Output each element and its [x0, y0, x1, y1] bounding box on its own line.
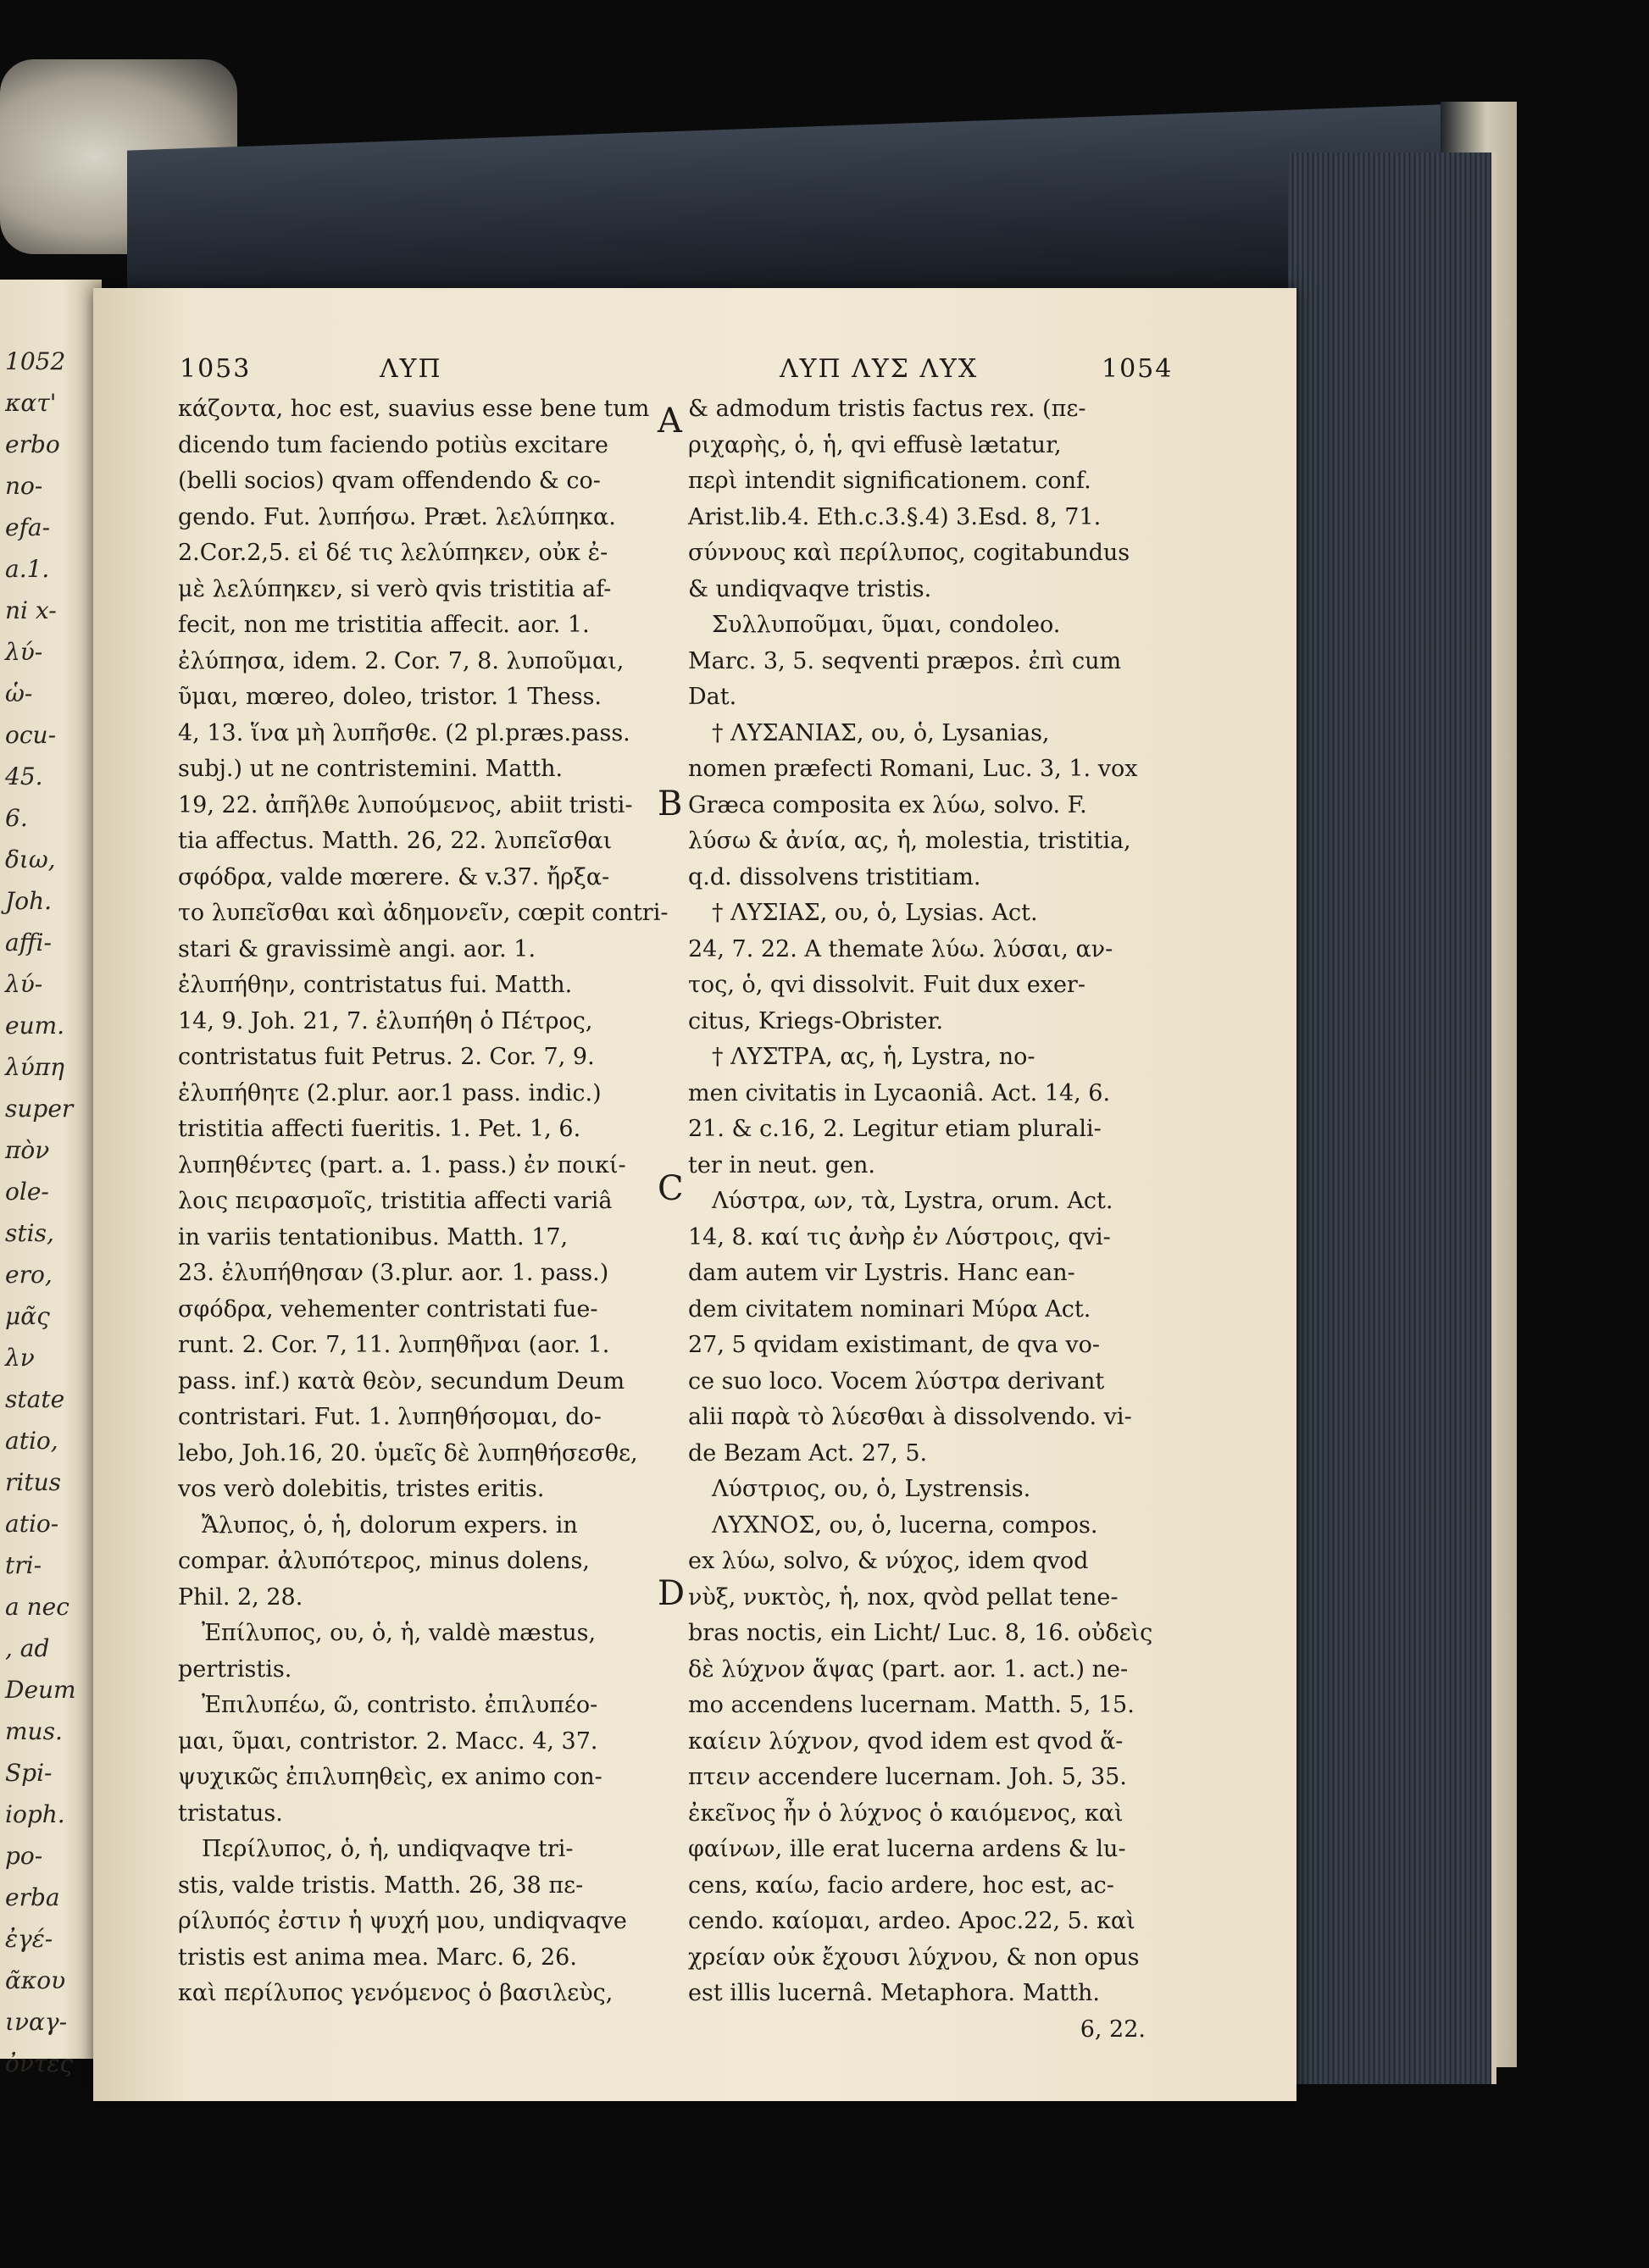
left-page-fragment-line: λν [5, 1344, 35, 1372]
text-line: ter in neut. gen. [688, 1151, 875, 1178]
margin-letter-c: C [658, 1169, 684, 1208]
text-line: χρείαν οὐκ ἔχουσι λύχνου, & non opus [688, 1944, 1140, 1971]
text-line: mo accendens lucernam. Matth. 5, 15. [688, 1692, 1135, 1718]
text-line: (belli socios) qvam offendendo & co- [178, 468, 601, 494]
entry-headword-line: † ΛΥΣΑΝΙΑΣ, ου, ὁ, Lysanias, [712, 719, 1050, 746]
text-line: dam autem vir Lystris. Hanc ean- [688, 1260, 1075, 1286]
left-page-fragment-line: ritus [5, 1468, 61, 1496]
catchword-line: 6, 22. [1080, 2016, 1146, 2043]
entry-headword-line: Συλλυποῦμαι, ῦμαι, condoleo. [712, 612, 1061, 638]
entry-headword-line: Ἐπιλυπέω, ῶ, contristo. ἐπιλυπέο- [202, 1692, 598, 1718]
left-page-fragment-line: state [5, 1385, 65, 1413]
text-line: πτειν accendere lucernam. Joh. 5, 35. [688, 1764, 1127, 1790]
text-line: Marc. 3, 5. seqventi præpos. ἐπὶ cum [688, 647, 1122, 674]
text-line: το λυπεῖσθαι καὶ ἀδημονεῖν, cœpit contri- [178, 900, 669, 926]
text-line: ce suo loco. Vocem λύστρα derivant [688, 1367, 1105, 1395]
left-page-fragment-line: Spi- [5, 1759, 53, 1787]
text-line: bras noctis, ein Licht/ Luc. 8, 16. οὐδεὶς [688, 1620, 1153, 1646]
left-page-fragment-line: διω, [5, 846, 56, 873]
entry-headword-line: † ΛΥΣΤΡΑ, ας, ἡ, Lystra, no- [712, 1044, 1035, 1070]
text-line: ῦμαι, mœreo, doleo, tristor. 1 Thess. [178, 684, 602, 710]
text-line: 14, 8. καί τις ἀνὴρ ἐν Λύστροις, qvi- [688, 1223, 1111, 1250]
left-page-fragment-line: λύ- [5, 970, 43, 998]
left-page-fragment-line: erba [5, 1883, 60, 1911]
text-line: tia affectus. Matth. 26, 22. λυπεῖσθαι [178, 828, 613, 854]
text-line: 2.Cor.2,5. εἰ δέ τις λελύπηκεν, οὐκ ἐ- [178, 540, 608, 566]
entry-headword-line: Ἄλυπος, ὁ, ἡ, dolorum expers. in [202, 1511, 578, 1539]
text-line: tristatus. [178, 1799, 283, 1827]
text-line: lebo, Joh.16, 20. ὑμεῖς δὲ λυπηθήσεσθε, [178, 1439, 638, 1467]
text-line: Phil. 2, 28. [178, 1583, 303, 1611]
left-page-fragment-line: ὀντες [5, 2049, 74, 2077]
text-line: cendo. καίομαι, ardeo. Apoc.22, 5. καὶ [688, 1908, 1135, 1934]
left-page-fragment-line: ocu- [5, 721, 57, 749]
left-page-fragment-line: Joh. [5, 887, 53, 915]
text-line: runt. 2. Cor. 7, 11. λυπηθῆναι (aor. 1. [178, 1332, 610, 1358]
text-line: cens, καίω, facio ardere, hoc est, ac- [688, 1872, 1114, 1899]
text-line: nomen præfecti Romani, Luc. 3, 1. vox [688, 756, 1138, 782]
left-page-fragment-line: affi- [5, 929, 52, 957]
text-line: 27, 5 qvidam existimant, de qva vo- [688, 1332, 1100, 1358]
page-edges [1288, 152, 1496, 2084]
text-line: tristis est anima mea. Marc. 6, 26. [178, 1944, 577, 1971]
text-line: σφόδρα, vehementer contristati fue- [178, 1295, 598, 1323]
text-line: ἐλυπήθητε (2.plur. aor.1 pass. indic.) [178, 1079, 602, 1106]
text-line: φαίνων, ille erat lucerna ardens & lu- [688, 1836, 1126, 1862]
left-page-fragment-line: μᾶς [5, 1302, 50, 1330]
text-line: μὲ λελύπηκεν, si verò qvis tristitia af- [178, 575, 612, 602]
text-line: ἐκεῖνος ἦν ὁ λύχνος ὁ καιόμενος, καὶ [688, 1799, 1124, 1827]
text-line: q.d. dissolvens tristitiam. [688, 863, 981, 890]
left-page-fragment-line: efa- [5, 513, 51, 541]
entry-headword-line: Περίλυπος, ὁ, ἡ, undiqvaqve tri- [202, 1836, 574, 1862]
text-line: ἐλυπήθην, contristatus fui. Matth. [178, 972, 573, 998]
text-line: & undiqvaqve tristis. [688, 575, 932, 602]
left-page-fragment-line: ἐγέ- [5, 1925, 53, 1953]
text-line: νὺξ, νυκτὸς, ἡ, nox, qvòd pellat tene- [688, 1583, 1119, 1611]
text-line: σφόδρα, valde mœrere. & v.37. ἤρξα- [178, 863, 610, 890]
left-page-fragment-line: erbo [5, 430, 60, 458]
text-line: καίειν λύχνον, qvod idem est qvod ἅ- [688, 1727, 1124, 1755]
text-line: ψυχικῶς ἐπιλυπηθεὶς, ex animo con- [178, 1764, 602, 1790]
text-line: est illis lucernâ. Metaphora. Matth. [688, 1980, 1101, 2006]
text-line: καὶ περίλυπος γενόμενος ὁ βασιλεὺς, [178, 1980, 614, 2006]
text-line: subj.) ut ne contristemini. Matth. [178, 756, 564, 782]
left-page-fragment-line: no- [5, 472, 43, 500]
left-page-fragment-line: λύπη [5, 1053, 64, 1081]
left-page-fragment-line: 1052 [5, 347, 66, 375]
left-page-fragment-line: atio, [5, 1427, 58, 1455]
right-running-head: ΛΥΠ ΛΥΣ ΛΥΧ [780, 354, 979, 384]
left-page-fragment-line: κατ' [5, 389, 57, 417]
text-line: tristitia affecti fueritis. 1. Pet. 1, 6. [178, 1116, 581, 1142]
left-page-fragment-line: a.1. [5, 555, 50, 583]
left-page-fragment-line: λύ- [5, 638, 43, 666]
left-column [178, 391, 668, 2012]
left-page-fragment-line: ᾶκου [5, 1966, 66, 1994]
left-page-fragment-line: 45. [5, 762, 43, 790]
text-line: 21. & c.16, 2. Legitur etiam plurali- [688, 1116, 1102, 1142]
text-line: fecit, non me tristitia affecit. aor. 1. [178, 612, 590, 638]
left-page-fragment-line: a nec [5, 1593, 69, 1621]
text-line: contristatus fuit Petrus. 2. Cor. 7, 9. [178, 1044, 595, 1070]
text-line: περὶ intendit significationem. conf. [688, 468, 1091, 494]
left-page-fragment-line: atio- [5, 1510, 59, 1538]
text-line: Arist.lib.4. Eth.c.3.§.4) 3.Esd. 8, 71. [688, 503, 1102, 530]
right-page-number: 1054 [1102, 354, 1174, 384]
text-line: 19, 22. ἀπῆλθε λυπούμενος, abiit tristi- [178, 791, 633, 818]
left-page-fragment-line: ero, [5, 1261, 53, 1289]
left-page-fragment-line: mus. [5, 1717, 63, 1745]
text-line: in variis tentationibus. Matth. 17, [178, 1223, 569, 1250]
text-line: dem civitatem nominari Μύρα Act. [688, 1295, 1091, 1323]
text-line: ex λύω, solvo, & νύχος, idem qvod [688, 1548, 1089, 1574]
left-page-fragment-line: ὡ- [5, 679, 33, 707]
text-line: stari & gravissimè angi. aor. 1. [178, 935, 536, 962]
left-page-fragment-line: eum. [5, 1012, 65, 1040]
text-line: τος, ὁ, qvi dissolvit. Fuit dux exer- [688, 972, 1085, 998]
left-running-head: ΛΥΠ [380, 354, 442, 384]
margin-letter-d: D [658, 1574, 686, 1613]
left-page-number: 1053 [180, 354, 252, 384]
left-page-fragment-line: ιναγ- [5, 2008, 68, 2036]
text-line: λοις πειρασμοῖς, tristitia affecti variâ [178, 1188, 613, 1214]
text-line: & admodum tristis factus rex. (πε- [688, 396, 1086, 422]
text-line: vos verò dolebitis, tristes eritis. [178, 1476, 545, 1502]
text-line: Dat. [688, 684, 737, 710]
entry-headword-line: Λύστρα, ων, τὰ, Lystra, orum. Act. [712, 1188, 1113, 1214]
left-page-fragment [0, 280, 102, 2077]
text-line: pass. inf.) κατὰ θεὸν, secundum Deum [178, 1367, 625, 1395]
left-page-fragment-line: Deum [5, 1676, 76, 1704]
text-line: 24, 7. 22. A themate λύω. λύσαι, αν- [688, 935, 1113, 962]
text-line: σύννους καὶ περίλυπος, cogitabundus [688, 540, 1130, 566]
left-page-fragment-line: tri- [5, 1551, 42, 1579]
left-page-fragment-line: ioph. [5, 1800, 65, 1828]
margin-letter-a: A [658, 402, 682, 441]
left-page-fragment-line: ni x- [5, 596, 57, 624]
text-line: compar. ἀλυπότερος, minus dolens, [178, 1548, 590, 1574]
left-page-fragment-line: 6. [5, 804, 28, 832]
text-line: κάζοντα, hoc est, suavius esse bene tum [178, 396, 650, 422]
text-line: λύσω & ἀνία, ας, ἡ, molestia, tristitia, [688, 828, 1131, 854]
right-column [688, 391, 1152, 2048]
left-page-fragment-line: , ad [5, 1634, 50, 1662]
text-line: μαι, ῦμαι, contristor. 2. Macc. 4, 37. [178, 1727, 598, 1755]
text-line: δὲ λύχνον ἅψας (part. aor. 1. act.) ne- [688, 1655, 1129, 1683]
left-page-fragment-line: po- [5, 1842, 43, 1870]
left-page-fragment-line: stis, [5, 1219, 54, 1247]
text-line: alii παρὰ τὸ λύεσθαι à dissolvendo. vi- [688, 1404, 1132, 1430]
text-line: de Bezam Act. 27, 5. [688, 1439, 928, 1467]
left-page-fragment-line: πὸν [5, 1136, 50, 1164]
entry-headword-line: Ἐπίλυπος, ου, ὁ, ἡ, valdè mæstus, [202, 1620, 597, 1646]
text-line: 23. ἐλυπήθησαν (3.plur. aor. 1. pass.) [178, 1260, 609, 1286]
text-line: citus, Kriegs-Obrister. [688, 1007, 944, 1034]
text-line: gendo. Fut. λυπήσω. Præt. λελύπηκα. [178, 503, 616, 530]
text-line: 4, 13. ἵνα μὴ λυπῆσθε. (2 pl.præs.pass. [178, 719, 630, 746]
text-line: stis, valde tristis. Matth. 26, 38 πε- [178, 1872, 584, 1899]
text-line: men civitatis in Lycaoniâ. Act. 14, 6. [688, 1079, 1111, 1106]
entry-headword-line: ΛΥΧΝΟΣ, ου, ὁ, lucerna, compos. [712, 1511, 1098, 1539]
entry-headword-line: † ΛΥΣΙΑΣ, ου, ὁ, Lysias. Act. [712, 900, 1038, 926]
margin-letter-b: B [658, 785, 683, 823]
left-page-fragment-line: super [5, 1095, 74, 1123]
text-line: ριχαρὴς, ὁ, ἡ, qvi effusè lætatur, [688, 431, 1062, 458]
entry-headword-line: Λύστριος, ου, ὁ, Lystrensis. [712, 1476, 1031, 1502]
text-line: contristari. Fut. 1. λυπηθήσομαι, do- [178, 1404, 602, 1430]
text-line: ρίλυπός ἐστιν ἡ ψυχή μου, undiqvaqve [178, 1908, 627, 1934]
text-line: pertristis. [178, 1655, 292, 1683]
text-line: 14, 9. Joh. 21, 7. ἐλυπήθη ὁ Πέτρος, [178, 1007, 593, 1034]
left-page-fragment-line: ole- [5, 1178, 49, 1206]
text-line: ἐλύπησα, idem. 2. Cor. 7, 8. λυποῦμαι, [178, 647, 625, 674]
text-line: Græca composita ex λύω, solvo. F. [688, 791, 1087, 818]
text-line: λυπηθέντες (part. a. 1. pass.) ἐν ποικί- [178, 1151, 626, 1178]
text-line: dicendo tum faciendo potiùs excitare [178, 431, 608, 458]
